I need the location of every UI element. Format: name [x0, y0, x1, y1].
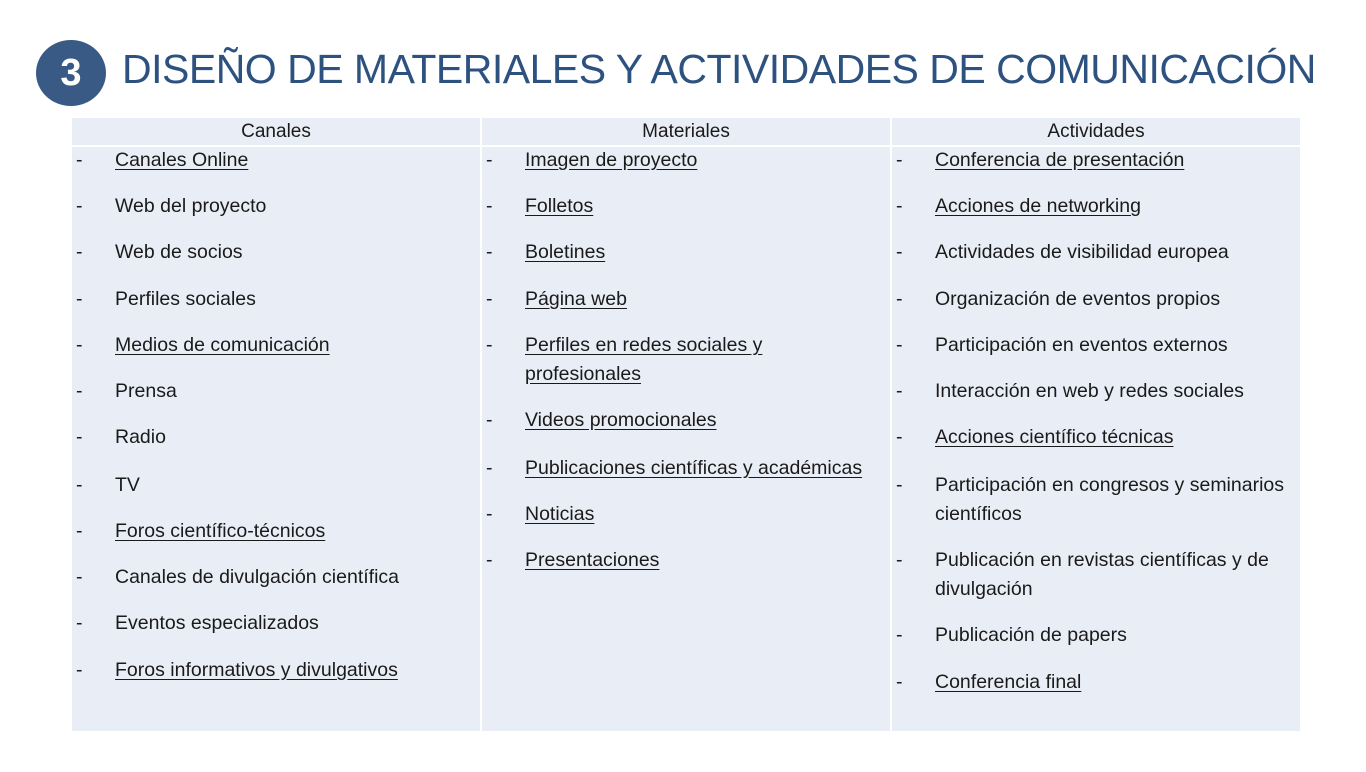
list-item-label: Publicación de papers: [935, 624, 1127, 646]
list-item-label: Web del proyecto: [115, 195, 267, 217]
list-item-label: Conferencia de presentación: [935, 149, 1185, 171]
list-item-label: Acciones de networking: [935, 195, 1141, 217]
list-item-label: Radio: [115, 426, 166, 448]
list-item-label: TV: [115, 474, 140, 496]
bullet-dash: -: [486, 457, 493, 479]
bullet-dash: -: [486, 549, 493, 571]
list-item-label: Boletines: [525, 241, 606, 263]
list-item-label: Foros científico-técnicos: [115, 520, 326, 542]
bullet-dash: -: [76, 612, 83, 634]
bullet-dash: -: [896, 149, 903, 171]
bullet-dash: -: [486, 503, 493, 525]
list-item-label: Imagen de proyecto: [525, 149, 698, 171]
list-item-label: Conferencia final: [935, 671, 1082, 693]
list-item-label: Foros informativos y divulgativos: [115, 659, 398, 681]
bullet-dash: -: [76, 241, 83, 263]
list-item-label: Folletos: [525, 195, 594, 217]
column-actividades: [892, 118, 1300, 731]
bullet-dash: -: [896, 426, 903, 448]
bullet-dash: -: [896, 334, 903, 356]
list-item-label: Participación en eventos externos: [935, 334, 1228, 356]
list-item-label: Publicación en revistas científicas y de divulgación: [935, 549, 1269, 600]
column-materiales: [482, 118, 890, 731]
bullet-dash: -: [76, 334, 83, 356]
bullet-dash: -: [76, 566, 83, 588]
bullet-dash: -: [486, 195, 493, 217]
list-item-label: Actividades de visibilidad europea: [935, 241, 1229, 263]
bullet-dash: -: [76, 149, 83, 171]
bullet-dash: -: [76, 195, 83, 217]
column-header: Materiales: [482, 118, 890, 147]
bullet-dash: -: [486, 334, 493, 356]
column-canales: [72, 118, 480, 731]
bullet-dash: -: [76, 288, 83, 310]
bullet-dash: -: [76, 520, 83, 542]
bullet-dash: -: [76, 380, 83, 402]
bullet-dash: -: [896, 474, 903, 496]
list-item-label: Eventos especializados: [115, 612, 319, 634]
page-title: DISEÑO DE MATERIALES Y ACTIVIDADES DE COMUNICACIÓN: [122, 46, 1316, 92]
list-item-label: Organización de eventos propios: [935, 288, 1221, 310]
list-item-label: Participación en congresos y seminarios científicos: [935, 474, 1285, 525]
list-item-label: Canales Online: [115, 149, 249, 171]
bullet-dash: -: [486, 288, 493, 310]
column-header: Canales: [72, 118, 480, 147]
list-item-label: Publicaciones científicas y académicas: [525, 457, 863, 479]
list-item-label: Presentaciones: [525, 549, 660, 571]
bullet-dash: -: [896, 624, 903, 646]
bullet-dash: -: [896, 241, 903, 263]
bullet-dash: -: [486, 149, 493, 171]
list-item-label: Noticias: [525, 503, 595, 525]
list-item-label: Acciones científico técnicas: [935, 426, 1174, 448]
list-item-label: Videos promocionales: [525, 409, 717, 431]
bullet-dash: -: [76, 474, 83, 496]
bullet-dash: -: [896, 549, 903, 571]
bullet-dash: -: [486, 241, 493, 263]
list-item-label: Prensa: [115, 380, 177, 402]
list-item-label: Página web: [525, 288, 627, 310]
bullet-dash: -: [896, 288, 903, 310]
bullet-dash: -: [76, 659, 83, 681]
communication-table: [72, 118, 1300, 731]
list-item-label: Canales de divulgación científica: [115, 566, 400, 588]
list-item-label: Perfiles sociales: [115, 288, 256, 310]
section-number-badge: 3: [36, 40, 106, 106]
bullet-dash: -: [896, 380, 903, 402]
bullet-dash: -: [486, 409, 493, 431]
bullet-dash: -: [896, 195, 903, 217]
list-item-label: Perfiles en redes sociales y profesionales: [525, 334, 763, 385]
bullet-dash: -: [896, 671, 903, 693]
column-header: Actividades: [892, 118, 1300, 147]
list-item-label: Medios de comunicación: [115, 334, 330, 356]
list-item-label: Interacción en web y redes sociales: [935, 380, 1244, 402]
bullet-dash: -: [76, 426, 83, 448]
list-item-label: Web de socios: [115, 241, 243, 263]
